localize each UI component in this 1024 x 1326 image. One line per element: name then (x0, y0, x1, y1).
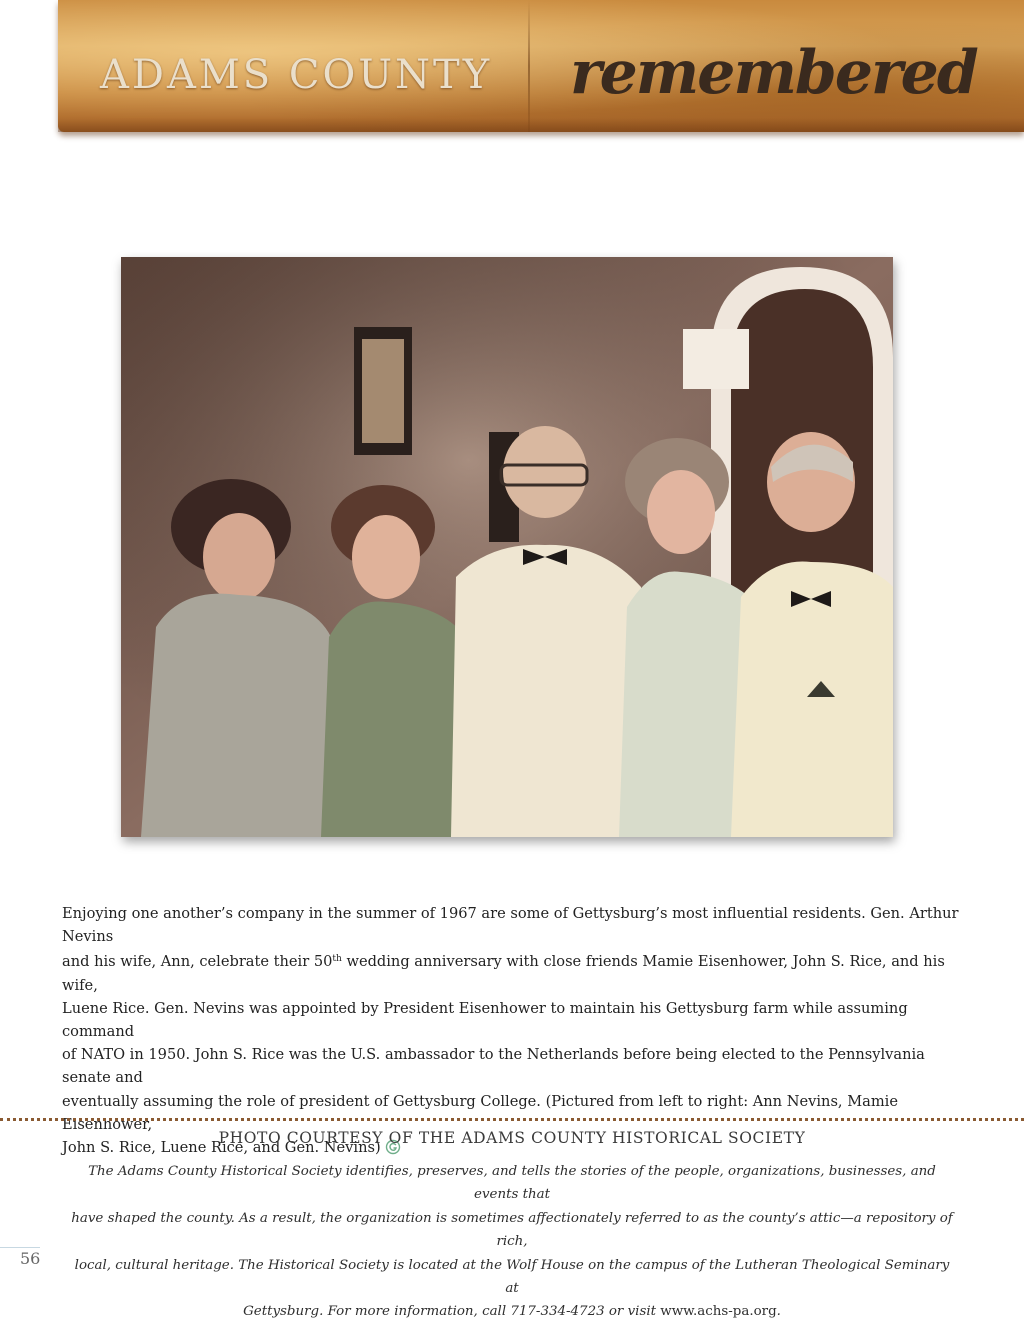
caption-line: of NATO in 1950. John S. Rice was the U.S. ambassador to the Netherlands before being elected to the Pennsylvania senate and (62, 1046, 925, 1087)
description-line: have shaped the county. As a result, the organization is sometimes affectionately referred to as the county’s attic—a repository of rich, (71, 1210, 953, 1250)
historic-group-photo (121, 257, 893, 837)
dotted-divider (0, 1118, 1024, 1121)
description-line: . (776, 1304, 781, 1320)
description-line: Gettysburg. For more information, call 717-334-4723 or visit (243, 1304, 661, 1320)
photo-courtesy: PHOTO COURTESY OF THE ADAMS COUNTY HISTORICAL SOCIETY (218, 1129, 806, 1147)
header-script-title: remembered (570, 38, 977, 108)
caption-line: wedding anniversary with close friends Mamie Eisenhower, John S. Rice, and his wife, (62, 953, 945, 994)
society-description (66, 1160, 958, 1324)
page-number: 56 (20, 1249, 41, 1268)
caption-superscript: th (332, 954, 342, 965)
header-title: ADAMS COUNTY (100, 52, 493, 98)
banner-texture (528, 0, 530, 132)
photo-illustration (121, 257, 893, 837)
caption-line: and his wife, Ann, celebrate their 50 (62, 953, 333, 971)
caption-line: Luene Rice. Gen. Nevins was appointed by President Eisenhower to maintain his Gettysburg farm while assuming command (62, 999, 908, 1041)
website-link[interactable]: www.achs-pa.org (660, 1304, 777, 1320)
description-line: local, cultural heritage. The Historical Society is located at the Wolf House on the campus of the Lutheran Theological Seminary at (74, 1257, 950, 1297)
page-number-rule (0, 1247, 40, 1248)
header-banner (58, 0, 1024, 132)
caption-line: Enjoying one another’s company in the summer of 1967 are some of Gettysburg’s most influential residents. Gen. Arthur Nevins (62, 905, 959, 946)
caption-line: eventually assuming the role of president of Gettysburg College. (Pictured from left to right: Ann Nevins, Mamie Eisenhower, (62, 1092, 898, 1133)
caption-line: John S. Rice, Luene Rice, and Gen. Nevins) (62, 1139, 381, 1157)
description-line: The Adams County Historical Society identifies, preserves, and tells the stories of the people, organizations, businesses, and events that (88, 1164, 936, 1203)
